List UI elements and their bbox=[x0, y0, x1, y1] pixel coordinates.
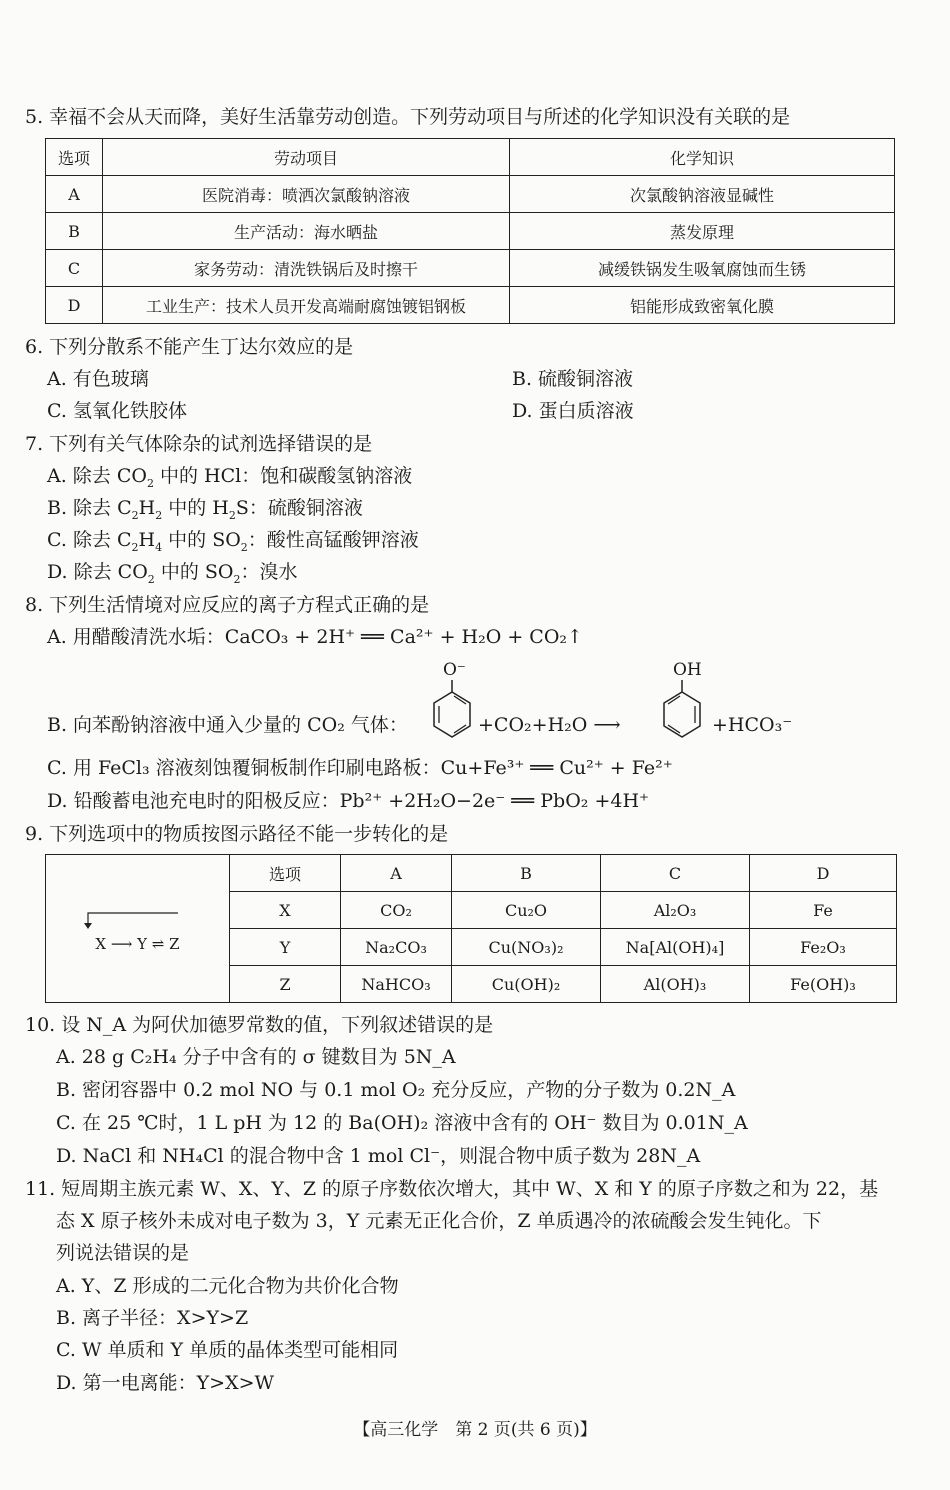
subscript: 2 bbox=[233, 572, 241, 586]
q9-header-c: C bbox=[601, 855, 750, 892]
q8-option-b-prefix: B. 向苯酚钠溶液中通入少量的 CO₂ 气体： bbox=[47, 714, 408, 736]
table-cell: NaHCO₃ bbox=[341, 966, 452, 1003]
q11-option-b: B. 离子半径：X>Y>Z bbox=[56, 1307, 249, 1329]
text: B. 除去 C bbox=[47, 497, 132, 519]
q7-option-c bbox=[47, 528, 419, 560]
q10-option-b: B. 密闭容器中 0.2 mol NO 与 0.1 mol O₂ 充分反应，产物的分子数为 0.2N_A bbox=[56, 1079, 736, 1101]
subscript: 2 bbox=[131, 540, 139, 554]
q8-option-d: D. 铅酸蓄电池充电时的阳极反应：Pb²⁺ +2H₂O−2e⁻ ══ PbO₂ +4H⁺ bbox=[47, 790, 650, 812]
q10-option-c: C. 在 25 ℃时，1 L pH 为 12 的 Ba(OH)₂ 溶液中含有的 OH⁻ 数目为 0.01N_A bbox=[56, 1112, 748, 1134]
q8-phenol-label: OH bbox=[673, 660, 702, 680]
table-cell: Fe(OH)₃ bbox=[750, 966, 897, 1003]
table-cell: 蒸发原理 bbox=[510, 213, 895, 250]
table-row bbox=[46, 250, 895, 287]
table-cell: CO₂ bbox=[341, 892, 452, 929]
text: H bbox=[138, 529, 156, 551]
q9-header-b: B bbox=[452, 855, 601, 892]
table-cell: Z bbox=[230, 966, 341, 1003]
q8-stem: 8. 下列生活情境对应反应的离子方程式正确的是 bbox=[25, 594, 430, 616]
q5-stem: 5. 幸福不会从天而降，美好生活靠劳动创造。下列劳动项目与所述的化学知识没有关联的是 bbox=[25, 106, 791, 128]
table-cell: X bbox=[230, 892, 341, 929]
q9-header-d: D bbox=[750, 855, 897, 892]
table-cell: 生产活动：海水晒盐 bbox=[103, 213, 510, 250]
q9-stem: 9. 下列选项中的物质按图示路径不能一步转化的是 bbox=[25, 823, 449, 845]
subscript: 2 bbox=[228, 508, 236, 522]
subscript: 2 bbox=[147, 572, 155, 586]
table-row bbox=[46, 176, 895, 213]
q8-option-b-middle: +CO₂+H₂O ⟶ bbox=[478, 714, 621, 736]
q9-diagram-label: X ⟶ Y ⇌ Z bbox=[95, 934, 180, 953]
q11-option-a: A. Y、Z 形成的二元化合物为共价化合物 bbox=[56, 1275, 399, 1297]
table-cell: D bbox=[46, 287, 103, 324]
text: ：酸性高锰酸钾溶液 bbox=[247, 529, 419, 551]
q5-header-option: 选项 bbox=[46, 139, 103, 176]
q5-table bbox=[45, 138, 895, 324]
q9-header-a: A bbox=[341, 855, 452, 892]
table-cell: Cu(OH)₂ bbox=[452, 966, 601, 1003]
q5-header-activity: 劳动项目 bbox=[103, 139, 510, 176]
q11-option-d: D. 第一电离能：Y>X>W bbox=[56, 1372, 275, 1394]
q7-option-d bbox=[47, 560, 298, 592]
phenoxide-ring bbox=[430, 680, 474, 750]
phenol-ring bbox=[660, 680, 704, 750]
table-cell: Al₂O₃ bbox=[601, 892, 750, 929]
table-cell: 家务劳动：清洗铁锅后及时擦干 bbox=[103, 250, 510, 287]
q6-option-b: B. 硫酸铜溶液 bbox=[512, 368, 634, 390]
q11-stem-line1: 11. 短周期主族元素 W、X、Y、Z 的原子序数依次增大，其中 W、X 和 Y 的原子序数之和为 22，基 bbox=[25, 1178, 879, 1200]
text: A. 除去 CO bbox=[47, 465, 147, 487]
text: 中的 HCl：饱和碳酸氢钠溶液 bbox=[153, 465, 413, 487]
q8-option-c: C. 用 FeCl₃ 溶液刻蚀覆铜板制作印刷电路板：Cu+Fe³⁺ ══ Cu²⁺ + Fe²⁺ bbox=[47, 757, 673, 779]
table-cell: 减缓铁锅发生吸氧腐蚀而生锈 bbox=[510, 250, 895, 287]
table-cell: Fe₂O₃ bbox=[750, 929, 897, 966]
table-cell: B bbox=[46, 213, 103, 250]
q9-diagram-cell bbox=[46, 855, 230, 1003]
q9-header-option: 选项 bbox=[230, 855, 341, 892]
subscript: 4 bbox=[155, 540, 163, 554]
table-cell: 工业生产：技术人员开发高端耐腐蚀镀铝钢板 bbox=[103, 287, 510, 324]
table-cell: Fe bbox=[750, 892, 897, 929]
text: 中的 SO bbox=[154, 561, 234, 583]
table-row bbox=[46, 287, 895, 324]
q11-option-c: C. W 单质和 Y 单质的晶体类型可能相同 bbox=[56, 1339, 399, 1361]
table-cell: Cu(NO₃)₂ bbox=[452, 929, 601, 966]
q8-phenoxide-label: O⁻ bbox=[443, 660, 466, 680]
table-cell: A bbox=[46, 176, 103, 213]
q6-stem: 6. 下列分散系不能产生丁达尔效应的是 bbox=[25, 336, 354, 358]
table-cell: Na₂CO₃ bbox=[341, 929, 452, 966]
table-cell: Cu₂O bbox=[452, 892, 601, 929]
q8-option-a: A. 用醋酸清洗水垢：CaCO₃ + 2H⁺ ══ Ca²⁺ + H₂O + CO₂↑ bbox=[47, 626, 583, 648]
table-cell: Na[Al(OH)₄] bbox=[601, 929, 750, 966]
table-cell: Y bbox=[230, 929, 341, 966]
page-footer: 【高三化学 第 2 页(共 6 页)】 bbox=[353, 1420, 597, 1440]
text: 中的 SO bbox=[162, 529, 241, 551]
q11-stem-line2: 态 X 原子核外未成对电子数为 3，Y 元素无正化合价，Z 单质遇冷的浓硫酸会发生钝化。下 bbox=[56, 1210, 822, 1232]
text: ：溴水 bbox=[240, 561, 298, 583]
q11-stem-line3: 列说法错误的是 bbox=[56, 1242, 190, 1264]
q10-option-a: A. 28 g C₂H₄ 分子中含有的 σ 键数目为 5N_A bbox=[56, 1046, 456, 1068]
q8-option-b-end: +HCO₃⁻ bbox=[712, 714, 793, 736]
q7-stem: 7. 下列有关气体除杂的试剂选择错误的是 bbox=[25, 433, 373, 455]
table-cell: C bbox=[46, 250, 103, 287]
table-row bbox=[46, 213, 895, 250]
text: 中的 H bbox=[162, 497, 229, 519]
q7-option-a bbox=[47, 464, 412, 496]
q6-option-a: A. 有色玻璃 bbox=[47, 368, 149, 390]
q6-option-c: C. 氢氧化铁胶体 bbox=[47, 400, 187, 422]
table-cell: Al(OH)₃ bbox=[601, 966, 750, 1003]
table-cell: 次氯酸钠溶液显碱性 bbox=[510, 176, 895, 213]
subscript: 2 bbox=[240, 540, 248, 554]
subscript: 2 bbox=[131, 508, 139, 522]
text: C. 除去 C bbox=[47, 529, 132, 551]
text: D. 除去 CO bbox=[47, 561, 148, 583]
table-cell: 铝能形成致密氧化膜 bbox=[510, 287, 895, 324]
text: H bbox=[138, 497, 156, 519]
q7-option-b bbox=[47, 496, 363, 528]
q10-stem: 10. 设 N_A 为阿伏加德罗常数的值，下列叙述错误的是 bbox=[25, 1014, 494, 1036]
subscript: 2 bbox=[146, 476, 154, 490]
q6-option-d: D. 蛋白质溶液 bbox=[512, 400, 634, 422]
subscript: 2 bbox=[155, 508, 163, 522]
q5-header-knowledge: 化学知识 bbox=[510, 139, 895, 176]
q10-option-d: D. NaCl 和 NH₄Cl 的混合物中含 1 mol Cl⁻，则混合物中质子数为 28N_A bbox=[56, 1145, 701, 1167]
q9-table bbox=[45, 854, 897, 1003]
table-cell: 医院消毒：喷洒次氯酸钠溶液 bbox=[103, 176, 510, 213]
text: S：硫酸铜溶液 bbox=[235, 497, 363, 519]
